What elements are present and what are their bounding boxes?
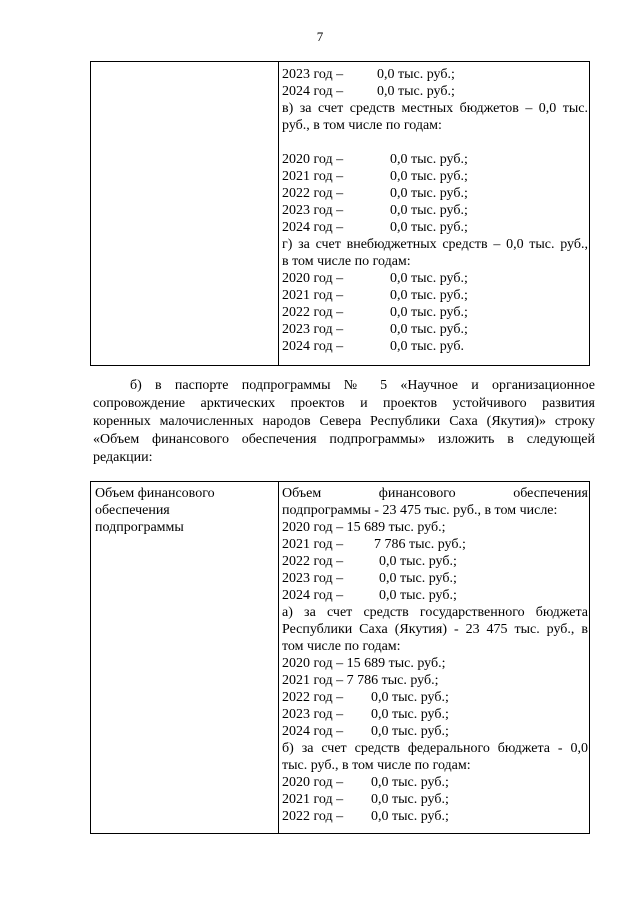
amount-value: 0,0 тыс. руб.;: [390, 322, 468, 337]
year-amount-row: [282, 587, 457, 604]
subprogram-funding-table: [90, 481, 590, 834]
amount-value: 0,0 тыс. руб.;: [390, 203, 468, 218]
text-line: тыс. руб., в том числе по годам:: [282, 758, 471, 773]
year-amount-row: [282, 287, 468, 304]
text-line: подпрограммы - 23 475 тыс. руб., в том числе:: [282, 503, 558, 518]
year-label: 2020 год –: [282, 152, 344, 167]
paragraph-line: коренных малочисленных народов Севера Республики Саха (Якутия)» строку: [93, 414, 595, 429]
year-label: 2020 год –: [282, 775, 344, 790]
year-amount-row: [282, 808, 449, 825]
amount-value: 0,0 тыс. руб.;: [390, 169, 468, 184]
year-label: 2022 год –: [282, 186, 344, 201]
amount-value: 0,0 тыс. руб.;: [390, 305, 468, 320]
year-label: 2022 год –: [282, 809, 344, 824]
year-amount-row: [282, 774, 449, 791]
year-amount-row: [282, 202, 468, 219]
text-line: б) за счет средств федерального бюджета - 0,0: [282, 741, 588, 756]
year-label: 2021 год –: [282, 288, 344, 303]
amount-value: 7 786 тыс. руб.;: [374, 537, 466, 552]
year-amount-row: [282, 83, 455, 100]
amount-value: 0,0 тыс. руб.;: [390, 220, 468, 235]
table-left-cell: [91, 482, 279, 833]
year-label: 2021 год –: [282, 537, 344, 552]
year-amount-row: [282, 570, 457, 587]
amount-value: 0,0 тыс. руб.;: [371, 809, 449, 824]
year-amount-row: [282, 706, 449, 723]
paragraph-line: сопровождение арктических проектов и проектов устойчивого развития: [93, 396, 595, 411]
amount-value: 0,0 тыс. руб.;: [390, 186, 468, 201]
amount-value: 0,0 тыс. руб.;: [379, 588, 457, 603]
year-label: 2023 год –: [282, 571, 344, 586]
year-label: 2021 год –: [282, 673, 344, 688]
text-line: в том числе по годам:: [282, 254, 411, 269]
year-label: 2024 год –: [282, 724, 344, 739]
year-label: 2022 год –: [282, 690, 344, 705]
year-amount-row: [282, 151, 468, 168]
amount-value: 0,0 тыс. руб.;: [379, 571, 457, 586]
year-label: 2022 год –: [282, 554, 344, 569]
year-label: 2021 год –: [282, 169, 344, 184]
amount-value: 0,0 тыс. руб.;: [379, 554, 457, 569]
text-line: руб., в том числе по годам:: [282, 118, 442, 133]
amount-value: 0,0 тыс. руб.;: [390, 271, 468, 286]
paragraph-line: б) в паспорте подпрограммы № 5 «Научное и организационное: [130, 378, 595, 393]
year-label: 2023 год –: [282, 322, 344, 337]
row-label-line: Объем финансового: [95, 486, 215, 501]
text-line: том числе по годам:: [282, 639, 401, 654]
year-label: 2020 год –: [282, 271, 344, 286]
year-label: 2023 год –: [282, 707, 344, 722]
year-amount-row: [282, 66, 455, 83]
amount-value: 0,0 тыс. руб.;: [371, 775, 449, 790]
table-left-cell: [91, 62, 279, 365]
year-amount-row: [282, 219, 468, 236]
amount-value: 0,0 тыс. руб.;: [371, 707, 449, 722]
year-amount-row: [282, 791, 449, 808]
year-label: 2024 год –: [282, 339, 344, 354]
amount-value: 0,0 тыс. руб.;: [390, 152, 468, 167]
year-label: 2022 год –: [282, 305, 344, 320]
year-label: 2023 год –: [282, 203, 344, 218]
amount-value: 15 689 тыс. руб.;: [343, 520, 446, 535]
year-amount-row: [282, 304, 468, 321]
year-label: 2021 год –: [282, 792, 344, 807]
amount-value: 15 689 тыс. руб.;: [343, 656, 446, 671]
amount-value: 0,0 тыс. руб.;: [390, 288, 468, 303]
year-amount-row: [282, 723, 449, 740]
paragraph-line: редакции:: [93, 450, 153, 465]
year-amount-row: [282, 672, 439, 689]
amount-value: 0,0 тыс. руб.;: [371, 792, 449, 807]
text-line: Объем финансового обеспечения: [282, 486, 588, 501]
amount-value: 0,0 тыс. руб.;: [377, 84, 455, 99]
year-amount-row: [282, 321, 468, 338]
year-label: 2024 год –: [282, 84, 344, 99]
amount-value: 0,0 тыс. руб.;: [377, 67, 455, 82]
amount-value: 0,0 тыс. руб.: [390, 339, 464, 354]
year-amount-row: [282, 168, 468, 185]
page-number: 7: [316, 29, 324, 44]
year-label: 2024 год –: [282, 220, 344, 235]
paragraph-line: «Объем финансового обеспечения подпрограммы» изложить в следующей: [93, 432, 595, 447]
year-label: 2020 год –: [282, 656, 344, 671]
funding-table-continued: [90, 61, 590, 366]
amendment-paragraph: [93, 377, 595, 467]
year-amount-row: [282, 655, 446, 672]
amount-value: 0,0 тыс. руб.;: [371, 690, 449, 705]
year-label: 2020 год –: [282, 520, 344, 535]
text-line: а) за счет средств государственного бюджета: [282, 605, 588, 620]
text-line: Республики Саха (Якутия) - 23 475 тыс. руб., в: [282, 622, 588, 637]
amount-value: 0,0 тыс. руб.;: [371, 724, 449, 739]
row-label-line: обеспечения: [95, 503, 170, 518]
year-amount-row: [282, 689, 449, 706]
year-amount-row: [282, 185, 468, 202]
row-label-line: подпрограммы: [95, 520, 184, 535]
year-amount-row: [282, 338, 464, 355]
year-label: 2024 год –: [282, 588, 344, 603]
year-amount-row: [282, 270, 468, 287]
text-line: г) за счет внебюджетных средств – 0,0 тыс. руб.,: [282, 237, 588, 252]
year-amount-row: [282, 536, 466, 553]
year-amount-row: [282, 553, 457, 570]
amount-value: 7 786 тыс. руб.;: [343, 673, 439, 688]
text-line: в) за счет средств местных бюджетов – 0,0 тыс.: [282, 101, 588, 116]
year-label: 2023 год –: [282, 67, 344, 82]
year-amount-row: [282, 519, 446, 536]
